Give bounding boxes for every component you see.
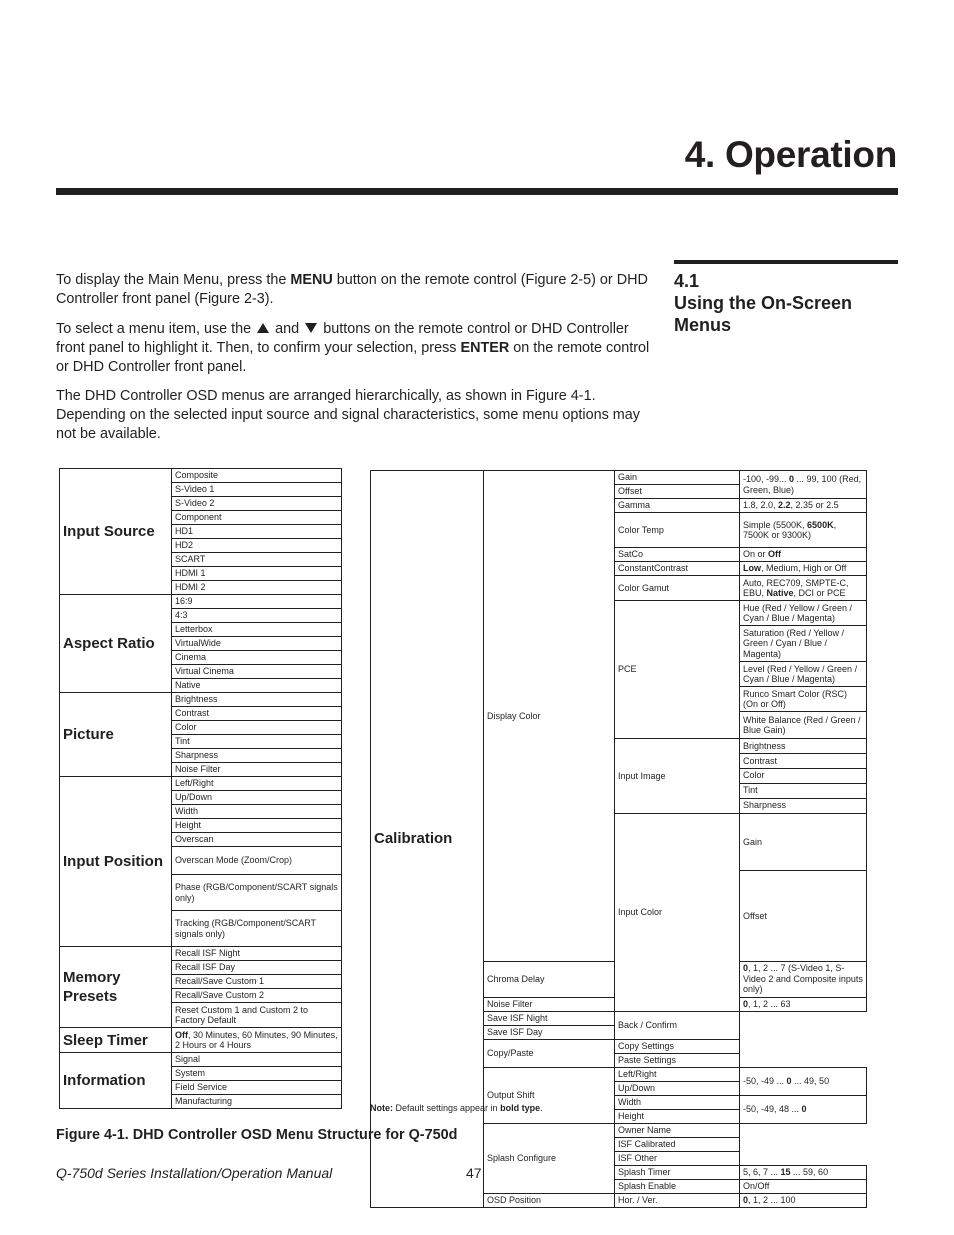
menu-item: Noise Filter (172, 763, 342, 777)
category-label: Input Position (60, 777, 172, 947)
menu-value: Hue (Red / Yellow / Green / Cyan / Blue / Magenta) (740, 601, 867, 626)
menu-value: 0, 1, 2 ... 63 (740, 997, 867, 1011)
menu-item: Tracking (RGB/Component/SCART signals only) (172, 911, 342, 947)
menu-value: Level (Red / Yellow / Green / Cyan / Blue / Magenta) (740, 662, 867, 687)
menu-item: Recall ISF Day (172, 961, 342, 975)
figure-caption: Figure 4-1. DHD Controller OSD Menu Structure for Q-750d (56, 1127, 458, 1143)
input-image: Input Image (615, 739, 740, 814)
menu-item: Color Gamut (615, 576, 740, 601)
menu-item: Color (172, 721, 342, 735)
menu-item: Native (172, 679, 342, 693)
menu-item: Gain (615, 471, 740, 485)
menu-item: Gamma (615, 499, 740, 513)
menu-item: Left/Right (615, 1067, 740, 1081)
menu-item: Reset Custom 1 and Custom 2 to Factory Default (172, 1003, 342, 1028)
category-label: Picture (60, 693, 172, 777)
up-arrow-icon (257, 323, 269, 333)
menu-item: Field Service (172, 1081, 342, 1095)
menu-item: Recall/Save Custom 1 (172, 975, 342, 989)
menu-item: HDMI 2 (172, 581, 342, 595)
menu-item: Overscan (172, 833, 342, 847)
menu-item: Brightness (740, 739, 867, 754)
menu-item: Paste Settings (615, 1053, 740, 1067)
menu-item: Recall ISF Night (172, 947, 342, 961)
menu-item: Tint (740, 783, 867, 798)
menu-item: Manufacturing (172, 1095, 342, 1109)
menu-item: Splash Enable (615, 1179, 740, 1193)
menu-item: Color (740, 768, 867, 783)
menu-item: System (172, 1067, 342, 1081)
menu-value: 5, 6, 7 ... 15 ... 59, 60 (740, 1165, 867, 1179)
category-label: Aspect Ratio (60, 595, 172, 693)
menu-item: Left/Right (172, 777, 342, 791)
menu-item: HD2 (172, 539, 342, 553)
down-arrow-icon (305, 323, 317, 333)
menu-value: 1.8, 2.0, 2.2, 2.35 or 2.5 (740, 499, 867, 513)
note: Note: Default settings appear in bold type. (370, 1103, 543, 1113)
menu-item: Hor. / Ver. (615, 1193, 740, 1207)
category-label: Input Source (60, 469, 172, 595)
menu-item: Copy Settings (615, 1039, 740, 1053)
intro-text (56, 271, 656, 455)
menu-item: SatCo (615, 548, 740, 562)
menu-item: 4:3 (172, 609, 342, 623)
menu-item: Height (615, 1109, 740, 1123)
menu-item: HD1 (172, 525, 342, 539)
menu-item: Chroma Delay (484, 961, 615, 997)
splash-configure: Splash Configure (484, 1123, 615, 1193)
menu-value: -50, -49 ... 0 ... 49, 50 (740, 1067, 867, 1095)
menu-item: Save ISF Day (484, 1025, 615, 1039)
menu-item: Offset (615, 485, 740, 499)
menu-item: Sharpness (740, 798, 867, 813)
calibration-menu-table (370, 470, 867, 1208)
menu-value: Simple (5500K, 6500K, 7500K or 9300K) (740, 513, 867, 548)
osd-position: OSD Position (484, 1193, 615, 1207)
menu-value: 0, 1, 2 ... 100 (740, 1193, 867, 1207)
menu-item: S-Video 2 (172, 497, 342, 511)
menu-item: Virtual Cinema (172, 665, 342, 679)
menu-item: Save ISF Night (484, 1011, 615, 1025)
menu-item: Signal (172, 1053, 342, 1067)
chapter-title: 4. Operation (684, 134, 897, 175)
menu-item: Recall/Save Custom 2 (172, 989, 342, 1003)
menu-value: Saturation (Red / Yellow / Green / Cyan / Blue / Magenta) (740, 626, 867, 662)
menu-item: Tint (172, 735, 342, 749)
menu-item: Contrast (172, 707, 342, 721)
menu-value: -100, -99... 0 ... 99, 100 (Red, Green, Blue) (740, 471, 867, 499)
section-title: Using the On-Screen Menus (674, 293, 853, 335)
menu-value: Auto, REC709, SMPTE-C, EBU, Native, DCI or PCE (740, 576, 867, 601)
menu-item: Component (172, 511, 342, 525)
category-label: Memory Presets (60, 947, 172, 1028)
copy-paste: Copy/Paste (484, 1039, 615, 1067)
empty-cell (740, 1011, 867, 1067)
menu-value: White Balance (Red / Green / Blue Gain) (740, 712, 867, 739)
menu-item: SCART (172, 553, 342, 567)
menu-item: Composite (172, 469, 342, 483)
menu-item: ConstantContrast (615, 562, 740, 576)
section-number: 4.1 (674, 271, 700, 291)
menu-item: Brightness (172, 693, 342, 707)
display-color: Display Color (484, 471, 615, 962)
menu-item: ISF Calibrated (615, 1137, 740, 1151)
menu-item: Width (172, 805, 342, 819)
menu-value: Low, Medium, High or Off (740, 562, 867, 576)
menu-item: S-Video 1 (172, 483, 342, 497)
section-heading (674, 270, 898, 336)
menu-item: Up/Down (615, 1081, 740, 1095)
category-label: Information (60, 1053, 172, 1109)
section-rule (674, 260, 898, 264)
page-number: 47 (466, 1165, 482, 1181)
menu-item: ISF Other (615, 1151, 740, 1165)
footer-manual-title: Q-750d Series Installation/Operation Manual (56, 1165, 333, 1181)
menu-item: Contrast (740, 753, 867, 768)
menu-value: 0, 1, 2 ... 7 (S-Video 1, S-Video 2 and Composite inputs only) (740, 961, 867, 997)
menu-value: On/Off (740, 1179, 867, 1193)
chapter-rule (56, 188, 898, 195)
category-label: Sleep Timer (60, 1028, 172, 1053)
menu-item: Letterbox (172, 623, 342, 637)
menu-item: Owner Name (615, 1123, 740, 1137)
menu-item: Color Temp (615, 513, 740, 548)
intro-paragraph: To select a menu item, use the and buttons on the remote control or DHD Controller front panel to highlight it. Then, to confirm your selection, press ENTER on the remote control or DHD Controller front panel. (56, 320, 650, 375)
menu-value: Runco Smart Color (RSC) (On or Off) (740, 687, 867, 712)
menu-item: Off, 30 Minutes, 60 Minutes, 90 Minutes, 2 Hours or 4 Hours (172, 1028, 342, 1053)
menu-item: Noise Filter (484, 997, 615, 1011)
input-color: Input Color (615, 813, 740, 1011)
output-shift: Output Shift (484, 1067, 615, 1123)
menu-item: Width (615, 1095, 740, 1109)
empty-cell (740, 1123, 867, 1165)
menu-item: Gain (740, 813, 867, 871)
menu-item: HDMI 1 (172, 567, 342, 581)
menu-item: 16:9 (172, 595, 342, 609)
menu-item: Cinema (172, 651, 342, 665)
menu-item: Height (172, 819, 342, 833)
calibration-category: Calibration (371, 471, 484, 1208)
menu-value: -50, -49, 48 ... 0 (740, 1095, 867, 1123)
intro-paragraph: To display the Main Menu, press the MENU button on the remote control (Figure 2-5) or DHD Controller front panel (Figure 2-3). (56, 272, 648, 307)
menu-value: On or Off (740, 548, 867, 562)
left-menu-table (59, 468, 342, 1109)
menu-item: Up/Down (172, 791, 342, 805)
menu-item: VirtualWide (172, 637, 342, 651)
menu-item: Offset (740, 871, 867, 961)
menu-item: Splash Timer (615, 1165, 740, 1179)
menu-item: PCE (615, 601, 740, 739)
intro-paragraph: The DHD Controller OSD menus are arranged hierarchically, as shown in Figure 4-1. Depending on the selected input source and signal characteristics, some menu options may not be available. (56, 388, 640, 442)
menu-item: Back / Confirm (615, 1011, 740, 1039)
menu-item: Sharpness (172, 749, 342, 763)
menu-item: Overscan Mode (Zoom/Crop) (172, 847, 342, 875)
menu-item: Phase (RGB/Component/SCART signals only) (172, 875, 342, 911)
